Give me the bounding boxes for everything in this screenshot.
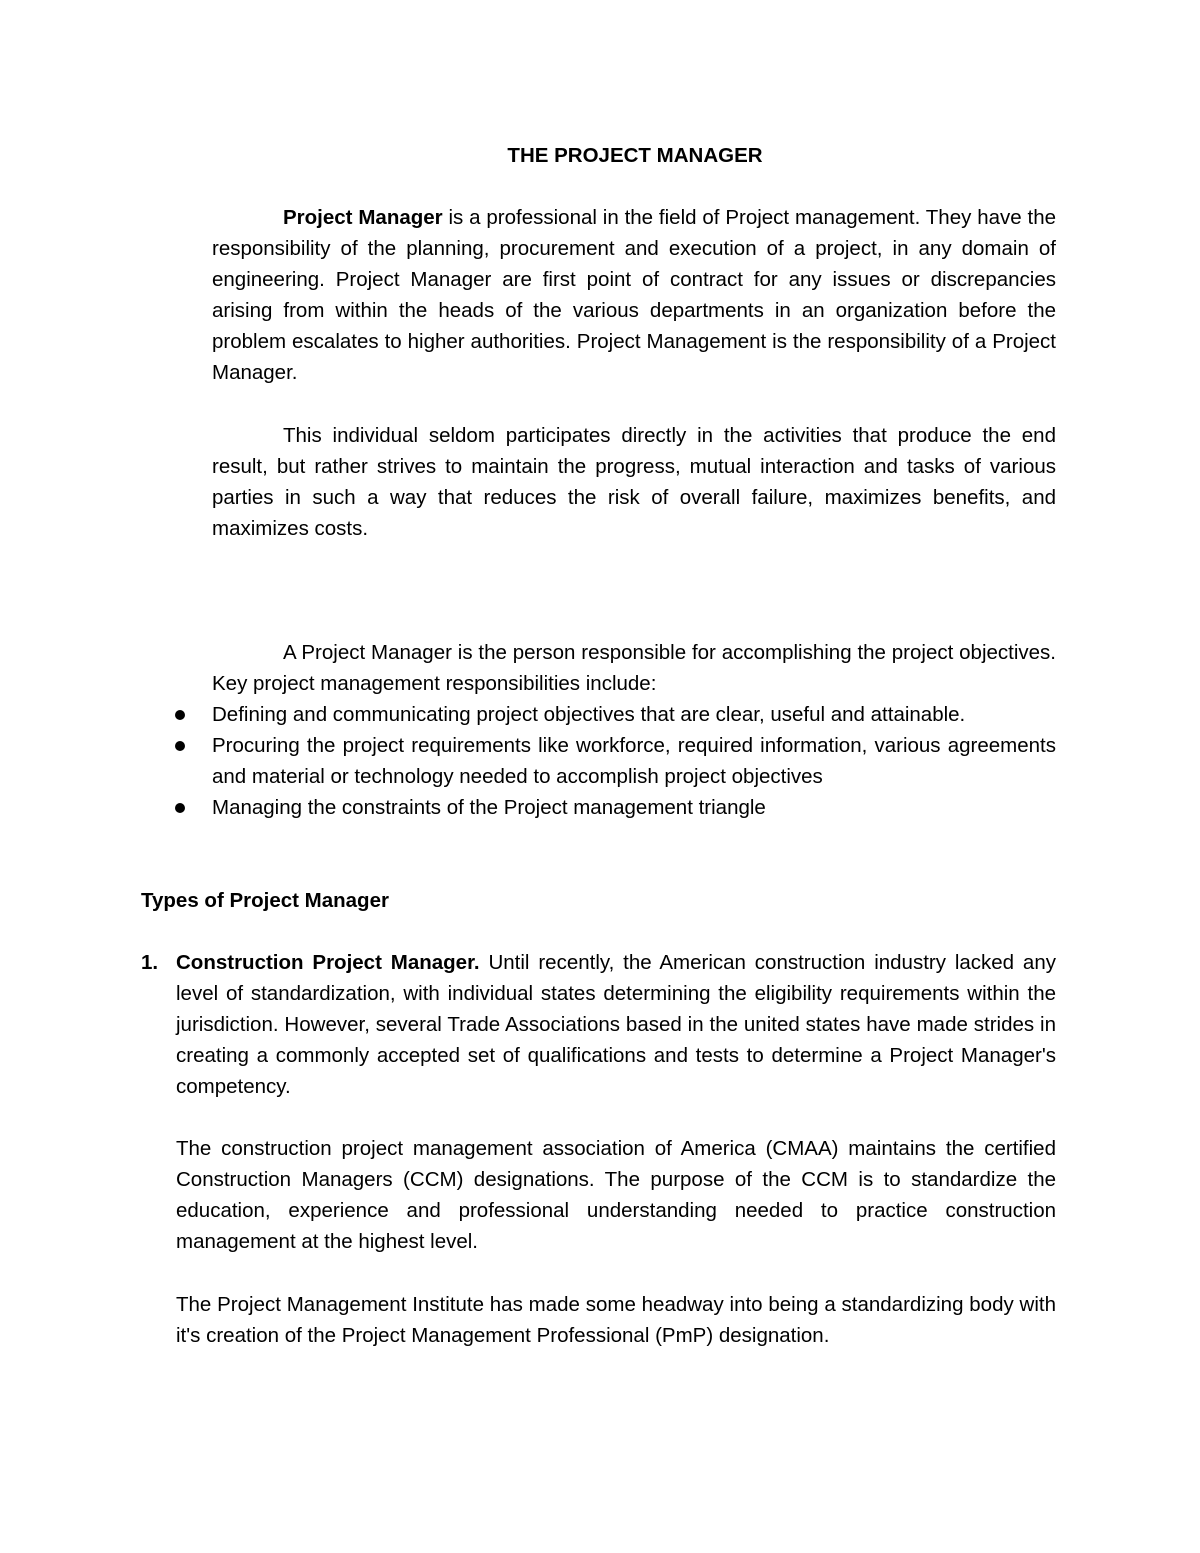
second-paragraph: This individual seldom participates directly in the activities that produce the end result, but rather strives to maintain the progress, mutual interaction and tasks of various parties in such a way that reduces the risk of overall failure, maximizes benefits, and maximizes costs. [212, 424, 1056, 540]
list-item [0, 699, 1056, 730]
responsibilities-list [0, 699, 1200, 823]
list-item-text: Managing the constraints of the Project management triangle [212, 796, 766, 819]
intro-paragraph [212, 202, 1056, 388]
list-item-text: Defining and communicating project objectives that are clear, useful and attainable. [212, 703, 966, 726]
intro-lead-term: Project Manager [283, 206, 443, 229]
list-item [0, 730, 1056, 792]
bullet-icon [175, 741, 185, 751]
list-item-text: Procuring the project requirements like workforce, required information, various agreements and material or technology needed to accomplish project objectives [212, 734, 1056, 788]
type-item-construction [141, 947, 1056, 1102]
type-item-text: Until recently, the American construction industry lacked any level of standardization, with individual states determining the eligibility requirements within the jurisdiction. However, several Trade Associations based in the united states have made strides in creating a commonly accepted set of qualifications and tests to determine a Project Manager's competency. [176, 951, 1056, 1098]
type-item-number: 1. [141, 951, 159, 974]
bullet-icon [175, 803, 185, 813]
bullet-icon [175, 710, 185, 720]
type-item-lead: Construction Project Manager. [176, 951, 480, 974]
pmi-paragraph: The Project Management Institute has made some headway into being a standardizing body with it's creation of the Project Management Professional (PmP) designation. [176, 1293, 1056, 1347]
types-heading: Types of Project Manager [141, 889, 389, 912]
third-paragraph: A Project Manager is the person responsible for accomplishing the project objectives. Key project management responsibilities include: [212, 641, 1056, 695]
page-title: THE PROJECT MANAGER [507, 144, 763, 167]
intro-text: is a professional in the field of Project management. They have the responsibility of the planning, procurement and execution of a project, in any domain of engineering. Project Manager are first point of contract for any issues or discrepancies arising from within the heads of the various departments in an organization before the problem escalates to higher authorities. Project Management is the responsibility of a Project Manager. [212, 206, 1057, 384]
cmaa-paragraph: The construction project management association of America (CMAA) maintains the certified Construction Managers (CCM) designations. The purpose of the CCM is to standardize the education, experience and professional understanding needed to practice construction management at the highest level. [176, 1137, 1056, 1253]
type-item-body [176, 947, 1056, 1102]
list-item [0, 792, 1056, 823]
